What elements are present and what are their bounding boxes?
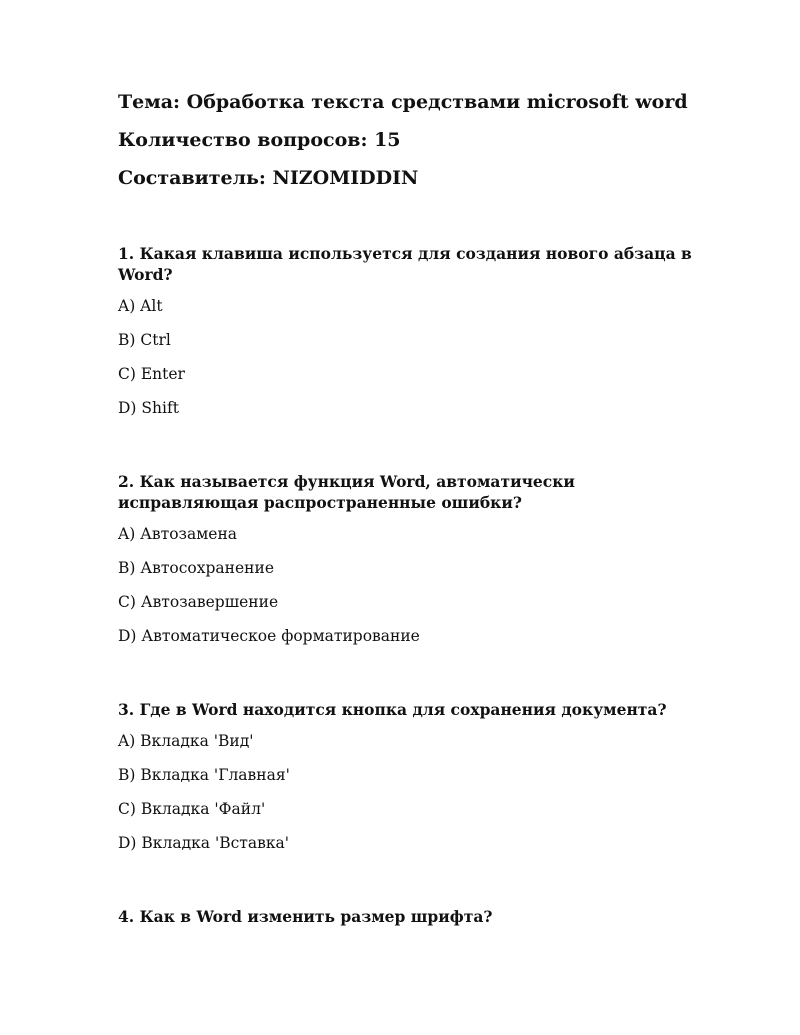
- document-author: Составитель: NIZOMIDDIN: [118, 167, 419, 189]
- question-text: 1. Какая клавиша используется для создания нового абзаца в Word?: [118, 244, 692, 284]
- answer-option: D) Вкладка 'Вставка': [118, 834, 290, 852]
- document-page: [118, 90, 718, 938]
- answer-option: B) Автосохранение: [118, 559, 274, 577]
- question-block: [118, 906, 718, 927]
- answer-option: C) Автозавершение: [118, 593, 279, 611]
- question-text: 3. Где в Word находится кнопка для сохранения документа?: [118, 700, 667, 719]
- answer-option: B) Вкладка 'Главная': [118, 766, 290, 784]
- answer-option: A) Автозамена: [118, 525, 238, 543]
- answer-option: C) Вкладка 'Файл': [118, 800, 266, 818]
- question-count: Количество вопросов: 15: [118, 129, 401, 151]
- answer-option: B) Ctrl: [118, 331, 171, 349]
- question-text: 2. Как называется функция Word, автоматически исправляющая распространенные ошибки?: [118, 472, 575, 512]
- answer-option: D) Shift: [118, 399, 179, 417]
- answer-option: A) Alt: [118, 297, 163, 315]
- answer-option: D) Автоматическое форматирование: [118, 627, 420, 645]
- answer-option: A) Вкладка 'Вид': [118, 732, 254, 750]
- question-block: [118, 471, 718, 647]
- document-title: Тема: Обработка текста средствами microsoft word: [118, 91, 688, 113]
- question-block: [118, 243, 718, 419]
- answer-option: C) Enter: [118, 365, 185, 383]
- question-text: 4. Как в Word изменить размер шрифта?: [118, 907, 493, 926]
- question-block: [118, 699, 718, 854]
